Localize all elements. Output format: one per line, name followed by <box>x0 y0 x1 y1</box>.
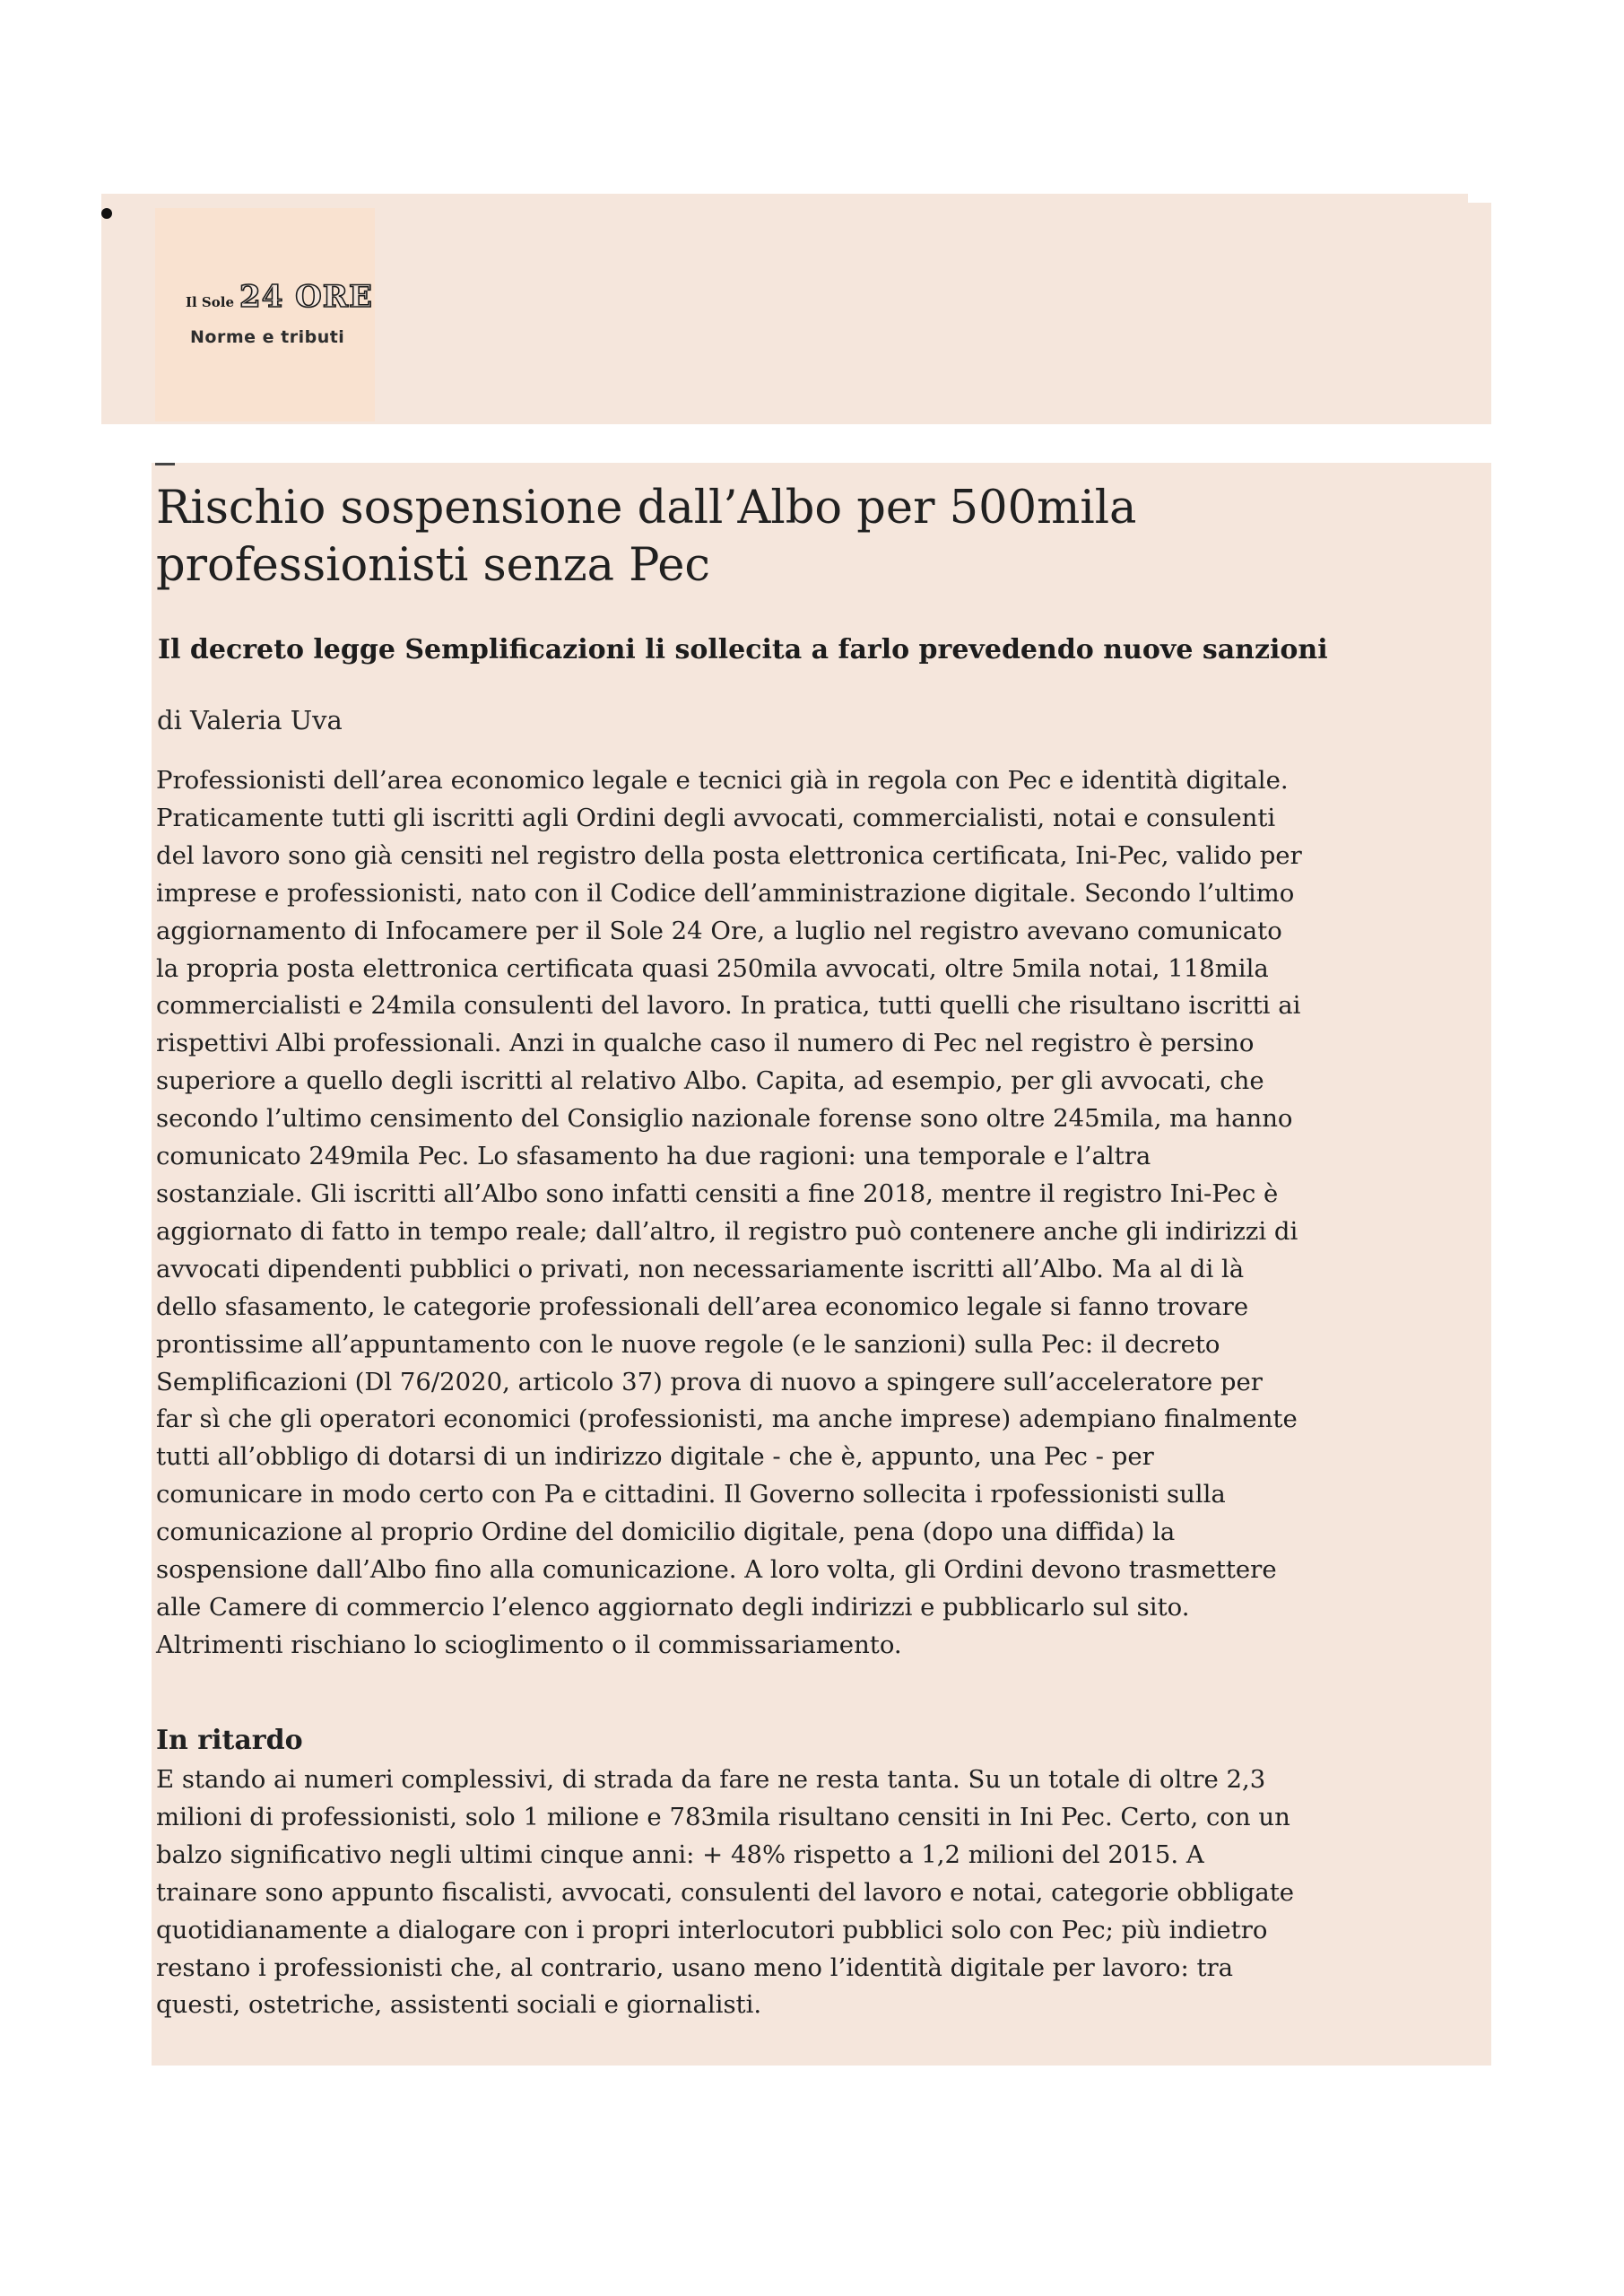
body-line: tutti all’obbligo di dotarsi di un indirizzo digitale - che è, appunto, una Pec - per <box>156 1442 1154 1472</box>
body-line: avvocati dipendenti pubblici o privati, non necessariamente iscritti all’Albo. Ma al di là <box>156 1254 1245 1283</box>
logo-number: 24 ORE <box>239 279 373 315</box>
logo-brand: Il Sole <box>186 294 235 310</box>
section-line: E stando ai numeri complessivi, di strada da fare ne resta tanta. Su un totale di oltre 2,3 <box>156 1765 1266 1794</box>
body-line: Praticamente tutti gli iscritti agli Ordini degli avvocati, commercialisti, notai e consulenti <box>156 803 1276 832</box>
list-bullet <box>101 208 112 219</box>
body-line: comunicato 249mila Pec. Lo sfasamento ha due ragioni: una temporale e l’altra <box>156 1142 1151 1171</box>
article-subtitle: Il decreto legge Semplificazioni li sollecita a farlo prevedendo nuove sanzioni <box>158 634 1328 665</box>
body-line: aggiornamento di Infocamere per il Sole 24 Ore, a luglio nel registro avevano comunicato <box>156 916 1282 945</box>
section-line: quotidianamente a dialogare con i propri interlocutori pubblici solo con Pec; più indietro <box>156 1915 1268 1944</box>
body-line: far sì che gli operatori economici (professionisti, ma anche imprese) adempiano finalmente <box>156 1405 1298 1434</box>
body-line: la propria posta elettronica certificata quasi 250mila avvocati, oltre 5mila notai, 118mila <box>156 953 1269 983</box>
section-line: trainare sono appunto fiscalisti, avvocati, consulenti del lavoro e notai, categorie obbligate <box>156 1877 1295 1907</box>
body-line: secondo l’ultimo censimento del Consiglio nazionale forense sono oltre 245mila, ma hanno <box>156 1104 1293 1134</box>
section-line: questi, ostetriche, assistenti sociali e giornalisti. <box>156 1990 762 2020</box>
tiny-mark <box>155 463 175 465</box>
header-band-edge <box>1468 194 1491 203</box>
article-body <box>156 762 1483 1665</box>
title-line: Rischio sospensione dall’Albo per 500mila <box>156 482 1137 535</box>
body-line: imprese e professionisti, nato con il Codice dell’amministrazione digitale. Secondo l’ultimo <box>156 878 1295 908</box>
body-line: comunicazione al proprio Ordine del domicilio digitale, pena (dopo una diffida) la <box>156 1518 1176 1547</box>
body-line: alle Camere di commercio l’elenco aggiornato degli indirizzi e pubblicarlo sul sito. <box>156 1592 1190 1622</box>
body-line: sospensione dall’Albo fino alla comunicazione. A loro volta, gli Ordini devono trasmettere <box>156 1555 1277 1585</box>
body-line: del lavoro sono già censiti nel registro della posta elettronica certificata, Ini-Pec, valido per <box>156 840 1302 870</box>
article-title <box>156 480 1474 595</box>
body-line: rispettivi Albi professionali. Anzi in qualche caso il numero di Pec nel registro è persino <box>156 1029 1255 1058</box>
logo[interactable] <box>155 208 375 422</box>
section-line: restano i professionisti che, al contrario, usano meno l’identità digitale per lavoro: tra <box>156 1952 1234 1982</box>
body-line: prontissime all’appuntamento con le nuove regole (e le sanzioni) sulla Pec: il decreto <box>156 1329 1220 1359</box>
body-line: sostanziale. Gli iscritti all’Albo sono infatti censiti a fine 2018, mentre il registro Ini-Pec è <box>156 1178 1279 1208</box>
article-byline: di Valeria Uva <box>157 705 343 735</box>
section-heading: In ritardo <box>156 1725 303 1756</box>
logo-section-label: Norme e tributi <box>190 327 345 347</box>
body-line: Semplificazioni (Dl 76/2020, articolo 37) prova di nuovo a spingere sull’acceleratore per <box>156 1367 1263 1396</box>
logo-wordmark <box>186 279 373 315</box>
title-line: professionisti senza Pec <box>156 539 710 592</box>
section-body <box>156 1761 1483 2024</box>
body-line: Altrimenti rischiano lo scioglimento o il commissariamento. <box>156 1630 902 1659</box>
body-line: aggiornato di fatto in tempo reale; dall’altro, il registro può contenere anche gli indirizzi di <box>156 1216 1298 1246</box>
body-line: superiore a quello degli iscritti al relativo Albo. Capita, ad esempio, per gli avvocati, che <box>156 1066 1264 1096</box>
body-line: commercialisti e 24mila consulenti del lavoro. In pratica, tutti quelli che risultano iscritti ai <box>156 991 1301 1021</box>
body-line: Professionisti dell’area economico legale e tecnici già in regola con Pec e identità digitale. <box>156 766 1289 795</box>
section-line: balzo significativo negli ultimi cinque anni: + 48% rispetto a 1,2 milioni del 2015. A <box>156 1839 1204 1869</box>
body-line: comunicare in modo certo con Pa e cittadini. Il Governo sollecita i rpofessionisti sulla <box>156 1480 1226 1509</box>
section-line: milioni di professionisti, solo 1 milione e 783mila risultano censiti in Ini Pec. Certo, con un <box>156 1802 1290 1831</box>
body-line: dello sfasamento, le categorie professionali dell’area economico legale si fanno trovare <box>156 1292 1249 1321</box>
